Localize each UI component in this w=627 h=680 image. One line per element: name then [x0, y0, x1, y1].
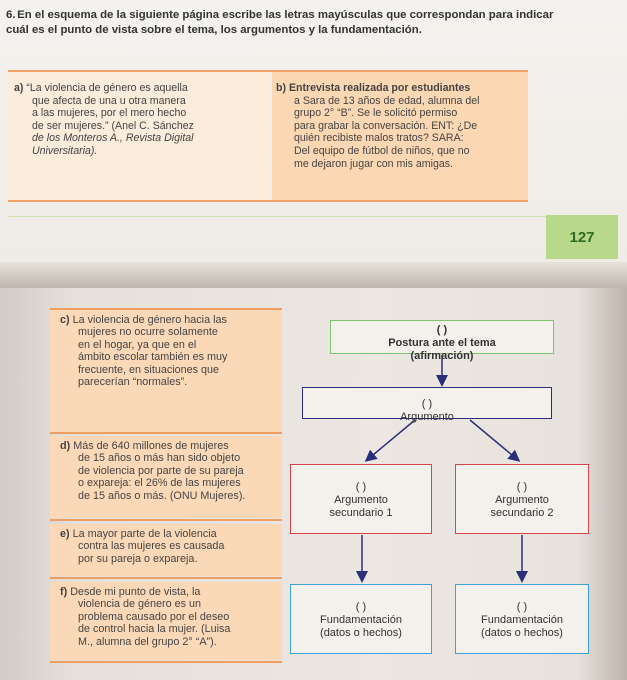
paragraph-label: c) [60, 314, 70, 326]
sec1-sublabel: secundario 1 [329, 507, 393, 519]
paragraph-label: d) [60, 440, 71, 452]
paragraph-line: de violencia por parte de su pareja [78, 464, 244, 477]
sec2-label: Argumento [495, 494, 549, 506]
text-b-line: para grabar la conversación. ENT: ¿De [294, 119, 478, 132]
paragraph-line: parecerían “normales”. [78, 376, 188, 389]
paragraph-line: contra las mujeres es causada [78, 540, 225, 553]
text-b [272, 72, 528, 200]
text-a-line: que afecta de una u otra manera [32, 94, 186, 107]
paragraph-line: en el hogar, ya que en el [78, 338, 197, 351]
fund1-sublabel: (datos o hechos) [320, 627, 402, 639]
page-gap [0, 262, 627, 288]
text-b-label: b) [276, 82, 286, 94]
instruction-number: 6. [6, 9, 16, 21]
text-b-line: grupo 2° “B”. Se le solicitó permiso [294, 107, 458, 120]
text-b-line: Del equipo de fútbol de niños, que no [294, 144, 470, 157]
fundamentacion-1-box [290, 584, 432, 654]
paragraph-line: Desde mi punto de vista, la [70, 586, 201, 598]
sec1-label: Argumento [334, 494, 388, 506]
text-a-line: de ser mujeres.” (Anel C. Sánchez [32, 119, 194, 132]
argumento-secundario-2-box [455, 464, 589, 534]
fund1-label: Fundamentación [320, 614, 402, 626]
paragraph-line: frecuente, en situaciones que [78, 363, 220, 376]
fundamentacion-2-box [455, 584, 589, 654]
arrow-argumento-sec2 [470, 420, 518, 460]
page-top [0, 0, 627, 262]
text-a-line: “La violencia de género es aquella [26, 82, 188, 94]
paragraph-line: ámbito escolar también es muy [78, 351, 228, 364]
page-bottom [0, 288, 627, 680]
paragraph-line: problema causado por el deseo [78, 610, 230, 623]
text-a-label: a) [14, 82, 24, 94]
argumento-box [302, 387, 552, 423]
postura-sublabel: (afirmación) [410, 350, 474, 362]
paragraph-line: de 15 años o más. (ONU Mujeres). [78, 489, 246, 502]
fund2-label: Fundamentación [481, 614, 563, 626]
blank-slot[interactable]: ( ) [436, 324, 448, 336]
text-a-line: de los Monteros A., Revista Digital [32, 132, 194, 145]
paragraph-line: La mayor parte de la violencia [72, 528, 217, 540]
blank-slot[interactable]: ( ) [516, 601, 528, 613]
fund2-sublabel: (datos o hechos) [481, 627, 563, 639]
paragraph-line: de control hacia la mujer. (Luisa [78, 623, 231, 636]
blank-slot[interactable]: ( ) [355, 481, 367, 493]
text-a-line: a las mujeres, por el mero hecho [32, 107, 187, 120]
paragraph-line: de 15 años o más han sido objeto [78, 452, 241, 465]
argumento-label: Argumento [400, 411, 454, 423]
paragraph-line: Más de 640 millones de mujeres [73, 440, 229, 452]
paragraph-line: M., alumna del grupo 2° “A”). [78, 635, 217, 648]
footer-rule [8, 216, 546, 217]
paragraph-line: La violencia de género hacia las [72, 314, 227, 326]
paragraph-label: f) [60, 586, 68, 598]
postura-box [330, 320, 554, 362]
paragraph-line: por su pareja o expareja. [78, 552, 198, 565]
sec2-sublabel: secundario 2 [490, 507, 554, 519]
paragraph-line: violencia de género es un [78, 598, 202, 611]
divider-bottom [8, 200, 528, 202]
text-b-title: Entrevista realizada por estudiantes [288, 82, 471, 94]
text-a-line: Universitaria). [32, 144, 98, 157]
page-number: 127 [546, 215, 618, 259]
blank-slot[interactable]: ( ) [421, 398, 433, 410]
text-b-line: quién recibiste malos tratos? SARA: [294, 132, 464, 145]
paragraph-line: o expareja: el 26% de las mujeres [78, 477, 241, 490]
instruction-text: En el esquema de la siguiente página escribe las letras mayúsculas que correspondan para indicar cuál es el punto de vista sobre el tema, los argumentos y la fundamentación. [6, 9, 554, 36]
blank-slot[interactable]: ( ) [516, 481, 528, 493]
argumento-secundario-1-box [290, 464, 432, 534]
paragraph-line: mujeres no ocurre solamente [78, 326, 218, 339]
instruction [6, 8, 566, 38]
blank-slot[interactable]: ( ) [355, 601, 367, 613]
text-b-line: a Sara de 13 años de edad, alumna del [294, 94, 480, 107]
postura-label: Postura ante el tema [388, 337, 496, 349]
arrow-argumento-sec1 [367, 420, 415, 460]
text-b-line: me dejaron jugar con mis amigas. [294, 157, 453, 170]
paragraph-label: e) [60, 528, 70, 540]
text-a [8, 72, 270, 200]
